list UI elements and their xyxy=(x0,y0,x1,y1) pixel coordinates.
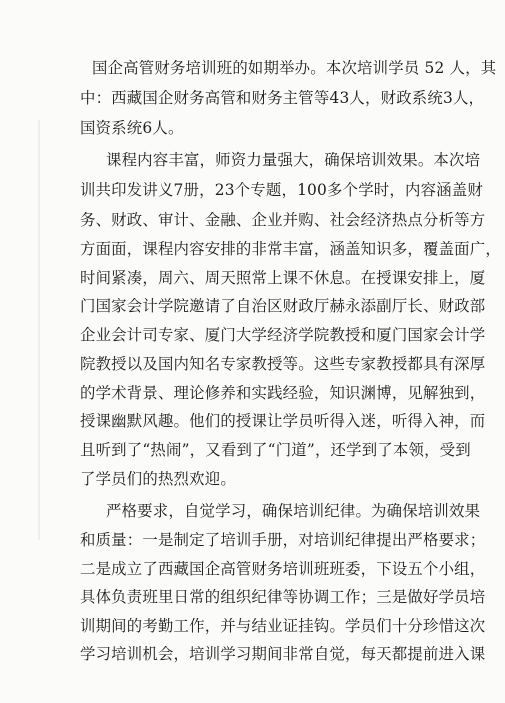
text-line: 且听到了“热闹”，又看到了“门道”，还学到了本领，受到 xyxy=(80,441,471,459)
text-line: 企业会计司专家、厦门大学经济学院教授和厦门国家会计学 xyxy=(80,326,486,344)
paragraph-heading-line: 课程内容丰富，师资力量强大，确保培训效果。本次培 xyxy=(106,151,481,169)
text-line: 国资系统6人。 xyxy=(80,119,184,137)
text-line: 中：西藏国企财务高管和财务主管等43人，财政系统3人， xyxy=(80,89,485,107)
text-line: 时间紧凑，周六、周天照常上课不休息。在授课安排上，厦 xyxy=(80,269,486,287)
text-line: 了学员们的热烈欢迎。 xyxy=(80,470,236,488)
text-line: 的学术背景、理论修养和实践经验，知识渊博，见解独到， xyxy=(80,384,486,402)
paragraph-heading-line: 严格要求，自觉学习，确保培训纪律。为确保培训效果 xyxy=(106,502,481,520)
text-line: 授课幽默风趣。他们的授课让学员听得入迷，听得入神，而 xyxy=(80,412,486,430)
text-line: 和质量：一是制定了培训手册，对培训纪律提出严格要求； xyxy=(80,531,486,549)
text-line: 学习培训机会，培训学习期间非常自觉，每天都提前进入课 xyxy=(80,645,486,663)
text-line: 二是成立了西藏国企高管财务培训班班委，下设五个小组， xyxy=(80,560,486,578)
text-line: 院教授以及国内知名专家教授等。这些专家教授都具有深厚 xyxy=(80,355,486,373)
scan-shadow xyxy=(38,120,40,540)
text-line: 务、财政、审计、金融、企业并购、社会经济热点分析等方 xyxy=(80,211,486,229)
text-line: 方面面，课程内容安排的非常丰富，涵盖知识多，覆盖面广， xyxy=(80,240,501,258)
text-line: 国企高管财务培训班的如期举办。本次培训学员 52 人，其 xyxy=(92,59,497,77)
text-line: 门国家会计学院邀请了自治区财政厅赫永添副厅长、财政部 xyxy=(80,297,486,315)
text-line: 训共印发讲义7册，23个专题，100多个学时，内容涵盖财 xyxy=(80,181,483,199)
text-line: 训期间的考勤工作，并与结业证挂钩。学员们十分珍惜这次 xyxy=(80,617,486,635)
text-line: 具体负责班里日常的组织纪律等协调工作；三是做好学员培 xyxy=(80,588,486,606)
